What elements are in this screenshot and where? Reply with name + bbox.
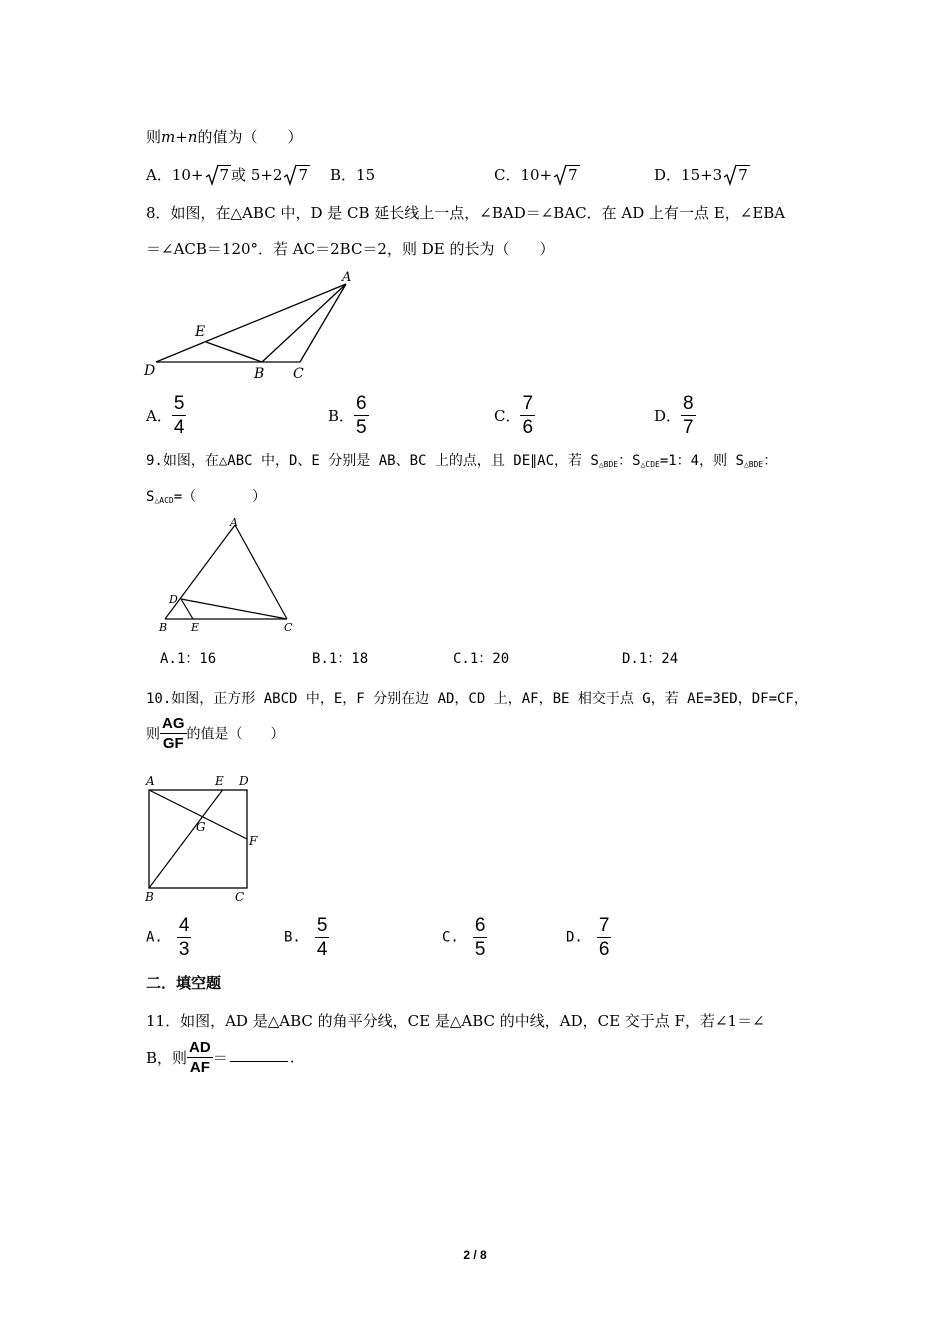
answer-blank[interactable]	[230, 1061, 288, 1062]
q7-option-a[interactable]: A．10+ 7 或 5+2 7	[146, 166, 309, 184]
q9-option-d[interactable]: D.1：24	[622, 651, 679, 667]
label-A: A	[230, 516, 238, 529]
q8-figure	[140, 268, 370, 384]
sqrt-symbol: 7	[283, 166, 310, 184]
q9-option-b[interactable]: B.1：18	[312, 651, 369, 667]
label-A: A	[342, 270, 352, 285]
q8-option-b[interactable]: B． $\frac{6}{5}$	[328, 393, 367, 438]
label-E: E	[215, 774, 224, 788]
q10-option-b[interactable]: B. $\frac{5}{4}$	[284, 915, 328, 960]
label-F: F	[249, 834, 258, 848]
q10-option-d[interactable]: D. $\frac{7}{6}$	[566, 915, 610, 960]
label-A: A	[146, 774, 155, 788]
sqrt-symbol: 7	[205, 166, 232, 184]
q7-option-d[interactable]: D．15+3 7	[654, 166, 748, 184]
q9-stem-line1: 9.如图，在△ABC 中，D、E 分别是 AB、BC 上的点，且 DE∥AC，若 $S_{\triangle BDE}$：$S_{\triangle CDE}=1$：4，则 $S_{\triangle BDE}$：	[146, 453, 778, 469]
label-B: B	[145, 890, 154, 904]
q11-stem-line2: B，则 $\frac{AD}{AF}$ ＝ .	[146, 1039, 295, 1076]
q9-option-c[interactable]: C.1：20	[453, 651, 510, 667]
label-C: C	[284, 621, 293, 634]
q9-figure	[155, 515, 300, 637]
label-B: B	[254, 366, 265, 382]
label-D: D	[169, 593, 178, 606]
label-B: B	[159, 621, 168, 634]
page-number: 2 / 8	[463, 1248, 487, 1262]
q7-option-b[interactable]: B．15	[330, 166, 376, 184]
sqrt-symbol: 7	[723, 166, 750, 184]
label-C: C	[235, 890, 245, 904]
q8-stem-line2: ＝∠ACB＝120°．若 AC＝2BC＝2，则 DE 的长为（ ）	[146, 240, 555, 258]
label-D: D	[239, 774, 249, 788]
label-C: C	[293, 366, 304, 382]
label-G: G	[196, 820, 206, 834]
q7-stem: 则m+n的值为（ ）	[146, 128, 303, 146]
q10-stem-line2: 则 $\frac{AG}{GF}$ 的值是（ ）	[146, 715, 285, 752]
q8-option-c[interactable]: C． $\frac{7}{6}$	[494, 393, 534, 438]
sqrt-symbol: 7	[553, 166, 580, 184]
q8-option-d[interactable]: D． $\frac{8}{7}$	[654, 393, 694, 438]
q10-option-c[interactable]: C. $\frac{6}{5}$	[442, 915, 486, 960]
q9-option-a[interactable]: A.1：16	[160, 651, 217, 667]
q10-figure	[140, 770, 270, 904]
label-D: D	[144, 363, 156, 379]
q8-option-a[interactable]: A． $\frac{5}{4}$	[146, 393, 185, 438]
q11-stem-line1: 11．如图，AD 是△ABC 的角平分线，CE 是△ABC 的中线，AD，CE 交于点 F，若∠1＝∠	[146, 1012, 765, 1030]
q8-stem-line1: 8．如图，在△ABC 中，D 是 CB 延长线上一点，∠BAD＝∠BAC．在 AD 上有一点 E，∠EBA	[146, 204, 786, 222]
q9-stem-line2: $S_{\triangle ACD}=$（ ）	[146, 489, 267, 505]
q10-stem-line1: 10.如图，正方形 ABCD 中，E，F 分别在边 AD，CD 上，AF，BE 相交于点 G，若 AE=3ED，DF=CF，	[146, 691, 808, 707]
section-title: 二．填空题	[146, 975, 222, 992]
label-E: E	[191, 621, 200, 634]
label-E: E	[195, 324, 206, 340]
q10-option-a[interactable]: A. $\frac{4}{3}$	[146, 915, 190, 960]
q7-option-c[interactable]: C．10+ 7	[494, 166, 578, 184]
